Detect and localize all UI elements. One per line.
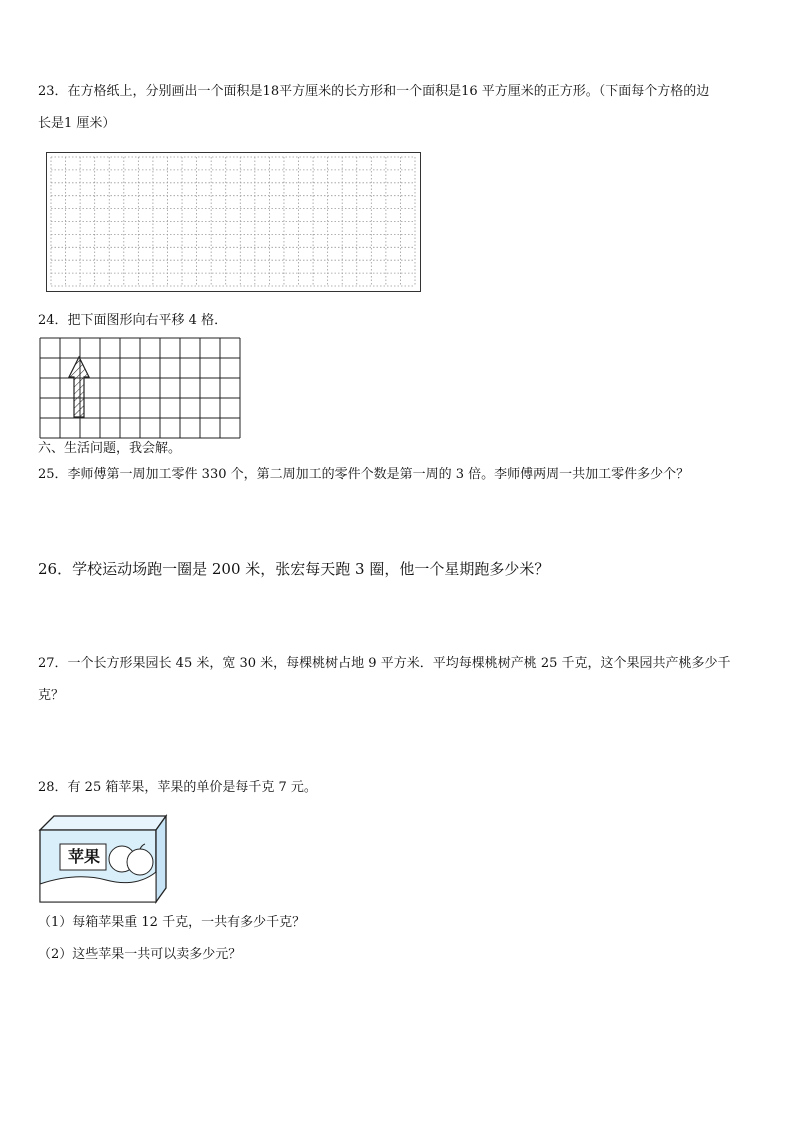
q24-grid[interactable] (39, 337, 243, 439)
q26-text: 26．学校运动场跑一圈是 200 米，张宏每天跑 3 圈，他一个星期跑多少米？ (38, 560, 550, 578)
q25-text: 25．李师傅第一周加工零件 330 个，第二周加工的零件个数是第一周的 3 倍。李师傅两周一共加工零件多少个？ (38, 467, 690, 482)
section-6-title: 六、生活问题，我会解。 (38, 441, 182, 456)
q28-sub2: （2）这些苹果一共可以卖多少元？ (38, 947, 242, 962)
apple-icon (127, 849, 153, 875)
q27-line2: 克？ (38, 688, 65, 703)
q28-text: 28．有 25 箱苹果，苹果的单价是每千克 7 元。 (38, 780, 317, 795)
q28-sub1: （1）每箱苹果重 12 千克，一共有多少千克？ (38, 915, 306, 930)
q23-line2: 长是1 厘米） (38, 116, 116, 131)
q24-text: 24．把下面图形向右平移 4 格． (38, 313, 228, 328)
q23-line1: 23．在方格纸上，分别画出一个面积是18平方厘米的长方形和一个面积是16 平方厘米的正方形。（下面每个方格的边 (38, 84, 710, 99)
q23-grid-paper[interactable] (46, 152, 421, 292)
q27-line1: 27．一个长方形果园长 45 米，宽 30 米，每棵桃树占地 9 平方米．平均每棵桃树产桃 25 千克，这个果园共产桃多少千 (38, 656, 731, 671)
apple-box-illustration (36, 814, 170, 906)
apple-box-label: 苹果 (67, 847, 100, 866)
arrow-shape (69, 357, 89, 417)
